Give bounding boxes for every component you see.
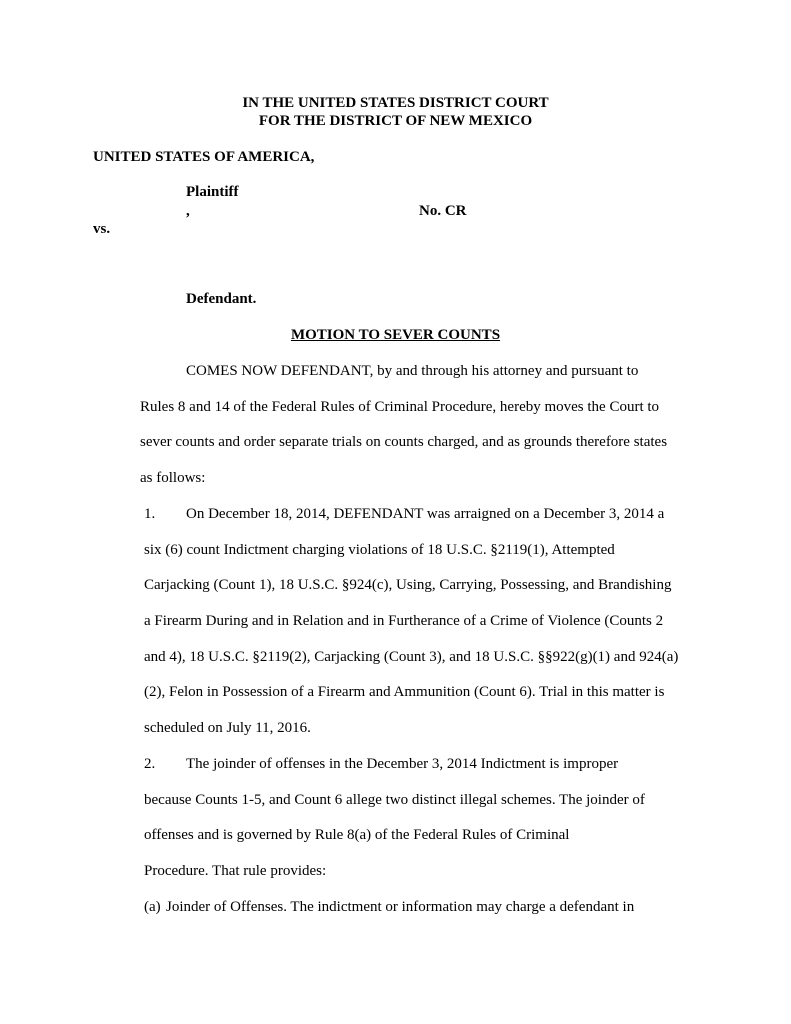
court-heading-line-1: IN THE UNITED STATES DISTRICT COURT bbox=[242, 95, 549, 111]
paragraph-2-number: 2. bbox=[144, 756, 156, 772]
case-number: No. CR bbox=[419, 203, 467, 219]
defendant-label: Defendant. bbox=[186, 291, 257, 307]
paragraph-1-line-6: (2), Felon in Possession of a Firearm and Ammunition (Count 6). Trial in this matter is bbox=[144, 684, 665, 700]
versus: vs. bbox=[93, 221, 111, 237]
paragraph-1-line-1: On December 18, 2014, DEFENDANT was arraigned on a December 3, 2014 a bbox=[186, 506, 665, 522]
paragraph-1-line-5: and 4), 18 U.S.C. §2119(2), Carjacking (Count 3), and 18 U.S.C. §§922(g)(1) and 924(a) bbox=[144, 649, 679, 665]
paragraph-2-line-1: The joinder of offenses in the December 3, 2014 Indictment is improper bbox=[186, 756, 619, 772]
paragraph-1-line-7: scheduled on July 11, 2016. bbox=[144, 720, 311, 736]
intro-line-4: as follows: bbox=[140, 470, 206, 486]
motion-title: MOTION TO SEVER COUNTS bbox=[290, 327, 501, 343]
paragraph-2-line-2: because Counts 1-5, and Count 6 allege two distinct illegal schemes. The joinder of bbox=[144, 792, 645, 808]
intro-line-3: sever counts and order separate trials on counts charged, and as grounds therefore states bbox=[140, 434, 668, 450]
paragraph-1-number: 1. bbox=[144, 506, 156, 522]
intro-line-1: COMES NOW DEFENDANT, by and through his attorney and pursuant to bbox=[186, 363, 639, 379]
plaintiff-comma: , bbox=[186, 203, 190, 219]
plaintiff-label: Plaintiff bbox=[186, 184, 239, 200]
court-heading-line-2: FOR THE DISTRICT OF NEW MEXICO bbox=[258, 113, 533, 129]
plaintiff-party: UNITED STATES OF AMERICA, bbox=[93, 149, 315, 165]
paragraph-1-line-2: six (6) count Indictment charging violations of 18 U.S.C. §2119(1), Attempted bbox=[144, 542, 615, 558]
rule-quote-label: (a) bbox=[144, 899, 161, 915]
rule-quote-text: Joinder of Offenses. The indictment or information may charge a defendant in bbox=[166, 899, 635, 915]
paragraph-2-line-4: Procedure. That rule provides: bbox=[144, 863, 327, 879]
paragraph-1-line-4: a Firearm During and in Relation and in Furtherance of a Crime of Violence (Counts 2 bbox=[144, 613, 664, 629]
paragraph-2-line-3: offenses and is governed by Rule 8(a) of the Federal Rules of Criminal bbox=[144, 827, 570, 843]
paragraph-1-line-3: Carjacking (Count 1), 18 U.S.C. §924(c), Using, Carrying, Possessing, and Brandishing bbox=[144, 577, 672, 593]
intro-line-2: Rules 8 and 14 of the Federal Rules of Criminal Procedure, hereby moves the Court to bbox=[140, 399, 660, 415]
